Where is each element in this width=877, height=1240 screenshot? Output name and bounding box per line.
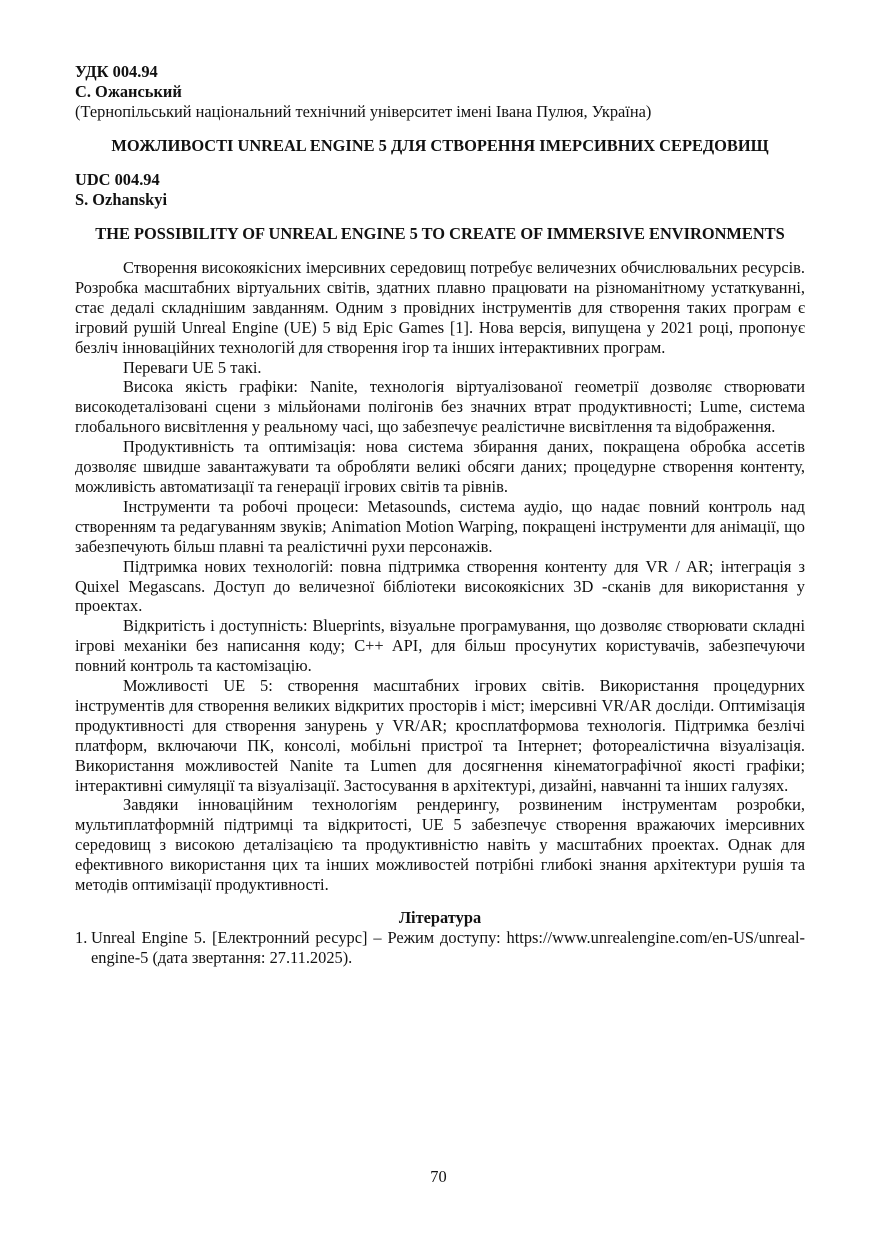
article-body (75, 258, 805, 895)
paragraph-advantages-lead: Переваги UE 5 такі. (123, 357, 262, 377)
paragraph-new-technologies: Підтримка нових технологій: повна підтримка створення контенту для VR / AR; інтеграція з Quixel Megascans. Доступ до величезної бібліотеки високоякісних 3D -сканів для використання у проектах. (75, 556, 805, 616)
paragraph-tools-workflows: Інструменти та робочі процеси: Metasounds, система аудіо, що надає повний контроль над створенням та редагуванням звуків; Animation Motion Warping, покращені інструменти для анімації, що забезпечують більш плавні та реалістичні рухи персонажів. (75, 496, 805, 556)
ua-title: МОЖЛИВОСТІ UNREAL ENGINE 5 ДЛЯ СТВОРЕННЯ ІМЕРСИВНИХ СЕРЕДОВИЩ (111, 136, 769, 155)
paragraph-performance: Продуктивність та оптимізація: нова система збирання даних, покращена обробка ассетів дозволяє швидше завантажувати та обробляти великі обсяги даних; процедурне створення контенту, можливість автоматизації та генерації ігрових світів та рівнів. (75, 437, 805, 496)
paragraph-conclusion: Завдяки інноваційним технологіям рендерингу, розвиненим інструментам розробки, мультиплатформній підтримці та відкритості, UE 5 забезпечує створення вражаючих імерсивних середовищ з високою деталізацією та продуктивністю навіть у масштабних проектах. Однак для ефективного використання цих та інших можливостей потрібні глибокі знання архітектури рушія та методів оптимізації продуктивності. (75, 795, 805, 895)
reference-number: 1. (75, 928, 88, 947)
references-heading: Література (398, 908, 482, 927)
spacer (75, 244, 805, 258)
ua-udc: УДК 004.94 (75, 62, 158, 81)
paragraph-intro: Створення високоякісних імерсивних середовищ потребує величезних обчислювальних ресурсів. Розробка масштабних віртуальних світів, здатних плавно працювати на різноманітному устаткуванні, стає дедалі складнішим завданням. Одним з провідних інструментів для створення таких програм є ігровий рушій Unreal Engine (UE) 5 від Epic Games [1]. Нова версія, випущена у 2021 році, пропонує безліч інноваційних технологій для створення ігор та інших інтерактивних програм. (75, 258, 805, 357)
references-list (75, 928, 805, 968)
paragraph-graphics-quality: Висока якість графіки: Nanite, технологія віртуалізованої геометрії дозволяє створювати високодеталізовані сцени з мільйонами полігонів без значних втрат продуктивності; Lume, система глобального висвітлення у реальному часі, що забезпечує реалістичне висвітлення та відображення. (75, 377, 805, 437)
ua-author: С. Ожанський (75, 82, 182, 101)
en-udc: UDC 004.94 (75, 170, 160, 189)
page-number: 70 (430, 1167, 447, 1186)
en-title: THE POSSIBILITY OF UNREAL ENGINE 5 TO CREATE OF IMMERSIVE ENVIRONMENTS (95, 224, 785, 243)
page-content (75, 62, 805, 968)
spacer (75, 156, 805, 170)
reference-text: Unreal Engine 5. [Електронний ресурс] – Режим доступу: https://www.unrealengine.com/en-US/unreal-engine-5 (дата звертання: 27.11.2025). (91, 928, 805, 967)
spacer (75, 895, 805, 908)
en-author: S. Ozhanskyi (75, 190, 168, 209)
paragraph-openness: Відкритість і доступність: Blueprints, візуальне програмування, що дозволяє створювати складні ігрові механіки без написання коду; C++ API, для більш просунутих користувачів, забезпечуючи повний контроль та кастомізацію. (75, 616, 805, 676)
paragraph-capabilities: Можливості UE 5: створення масштабних ігрових світів. Використання процедурних інструментів для створення великих відкритих просторів і міст; імерсивні VR/AR досліди. Оптимізація продуктивності для створення занурень у VR/AR; кросплатформова технологія. Підтримка безлічі платформ, включаючи ПК, консолі, мобільні пристрої та Інтернет; фотореалістична візуалізація. Використання можливостей Nanite та Lumen для досягнення кінематографічної якості графіки; інтерактивні симуляції та візуалізації. Застосування в архітектурі, дизайні, навчанні та інших галузях. (75, 676, 805, 795)
spacer (75, 210, 805, 224)
ua-affiliation: (Тернопільський національний технічний університет імені Івана Пулюя, Україна) (75, 102, 652, 121)
spacer (75, 122, 805, 136)
reference-item (75, 928, 805, 968)
